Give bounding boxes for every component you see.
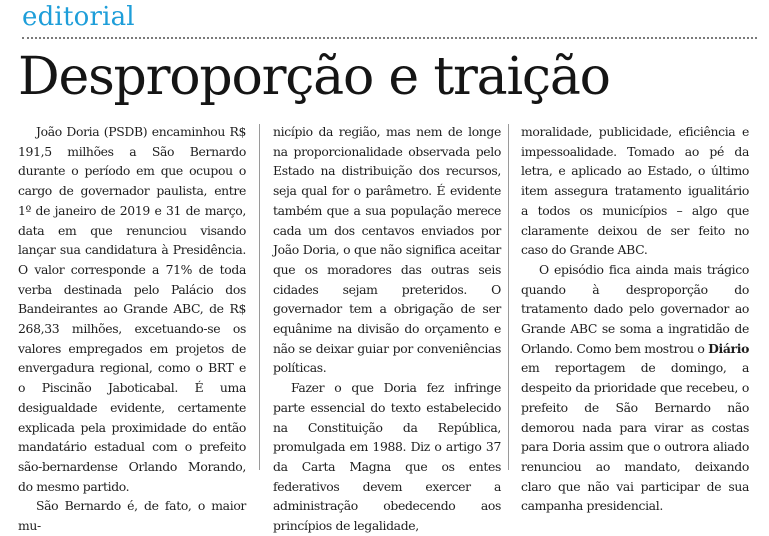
section-label: editorial [22, 2, 135, 32]
paragraph: nicípio da região, mas nem de longe na proporcionalidade observada pelo Estado na distribuição dos recursos, seja qual for o parâmetro. É evidente também que a sua população merece cada um dos centavos enviados por João Doria, o que não significa aceitar que os moradores das outras seis cidades sejam preteridos. O governador tem a obrigação de ser equânime na divisão do orçamento e não se deixar guiar por conveniências políticas. [273, 124, 501, 376]
headline: Desproporção e traição [18, 47, 610, 107]
paragraph [521, 260, 749, 516]
article-column-2 [273, 122, 501, 536]
paragraph: São Bernardo é, de fato, o maior mu- [18, 498, 246, 534]
paragraph-text: O episódio fica ainda mais trágico quando à desproporção do tratamento dado pelo governador ao Grande ABC se soma a ingratidão de Orlando. Como bem mostrou o [521, 261, 749, 356]
paragraph: moralidade, publicidade, eficiência e impessoalidade. Tomado ao pé da letra, e aplicado ao Estado, o último item assegura tratamento igualitário a todos os municípios – algo que claramente deixou de ser feito no caso do Grande ABC. [521, 124, 749, 258]
article-column-3 [521, 122, 749, 516]
section-divider [22, 37, 757, 39]
paragraph: João Doria (PSDB) encaminhou R$ 191,5 milhões a São Bernardo durante o período em que ocupou o cargo de governador paulista, entre 1º de janeiro de 2019 e 31 de março, data em que renunciou visando lançar sua candidatura à Presidência. O valor corresponde a 71% de toda verba destinada pelo Palácio dos Bandeirantes ao Grande ABC, de R$ 268,33 milhões, excetuando-se os valores empregados em projetos de envergadura regional, como o BRT e o Piscinão Jaboticabal. É uma desigualdade evidente, certamente explicada pela proximidade do então mandatário estadual com o prefeito são-bernardense Orlando Morando, do mesmo partido. [18, 124, 246, 494]
column-divider [259, 124, 260, 470]
article-column-1 [18, 122, 246, 536]
paragraph: Fazer o que Doria fez infringe parte essencial do texto estabelecido na Constituição da República, promulgada em 1988. Diz o artigo 37 da Carta Magna que os entes federativos devem exercer a administração obedecendo aos princípios de legalidade, [273, 380, 501, 534]
newspaper-name: Diário [708, 340, 749, 356]
paragraph-text: em reportagem de domingo, a despeito da prioridade que recebeu, o prefeito de São Bernardo não demorou nada para virar as costas para Doria assim que o outrora aliado renunciou ao mandato, deixando claro que não vai participar de sua campanha presidencial. [521, 360, 749, 514]
column-divider [508, 124, 509, 470]
